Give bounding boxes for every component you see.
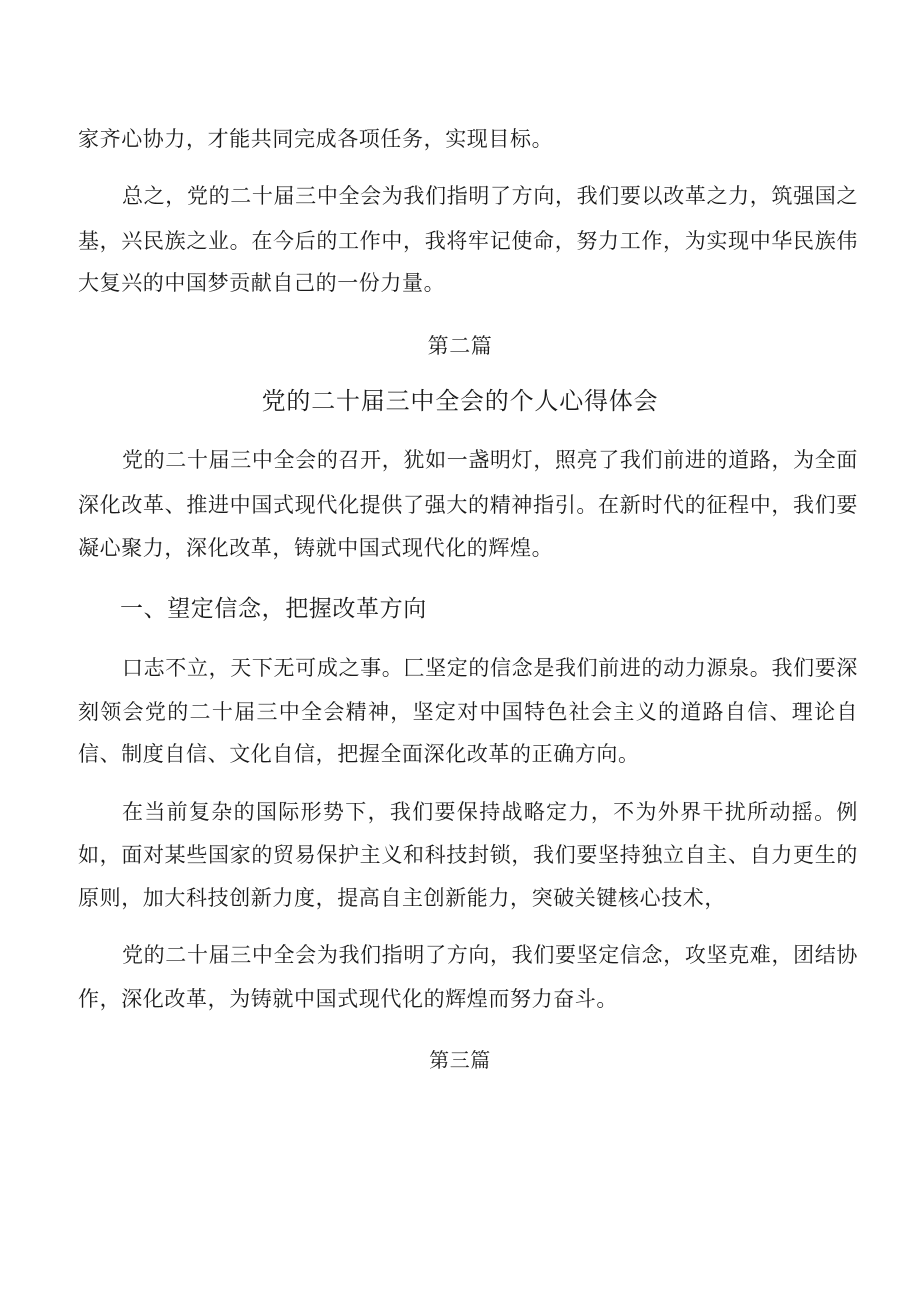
section-label: 第三篇 bbox=[429, 1048, 491, 1072]
article-title: 党的二十届三中全会的个人心得体会 bbox=[261, 387, 659, 415]
paragraph-line: 信、制度自信、文化自信，把握全面深化改革的正确方向。 bbox=[78, 742, 640, 766]
paragraph-line: 原则，加大科技创新力度，提高自主创新能力，突破关键核心技术， bbox=[78, 886, 726, 910]
paragraph-line: 家齐心协力，才能共同完成各项任务，实现目标。 bbox=[78, 127, 554, 151]
paragraph-line: 在当前复杂的国际形势下，我们要保持战略定力，不为外界干扰所动摇。例 bbox=[122, 800, 858, 824]
paragraph-line: 刻领会党的二十届三中全会精神，坚定对中国特色社会主义的道路自信、理论自 bbox=[78, 700, 858, 724]
paragraph-line: 大复兴的中国梦贡献自己的一份力量。 bbox=[78, 271, 446, 295]
paragraph-line: 深化改革、推进中国式现代化提供了强大的精神指引。在新时代的征程中，我们要 bbox=[78, 493, 858, 517]
paragraph-line: 党的二十届三中全会的召开，犹如一盏明灯，照亮了我们前进的道路，为全面 bbox=[122, 448, 858, 472]
paragraph-line: 总之，党的二十届三中全会为我们指明了方向，我们要以改革之力，筑强国之 bbox=[122, 184, 858, 208]
paragraph-line: 党的二十届三中全会为我们指明了方向，我们要坚定信念，攻坚克难，团结协 bbox=[122, 943, 858, 967]
paragraph-line: 作，深化改革，为铸就中国式现代化的辉煌而努力奋斗。 bbox=[78, 987, 618, 1011]
paragraph-line: 凝心聚力，深化改革，铸就中国式现代化的辉煌。 bbox=[78, 536, 554, 560]
paragraph-line: 基，兴民族之业。在今后的工作中，我将牢记使命，努力工作，为实现中华民族伟 bbox=[78, 229, 858, 253]
paragraph-line: 如，面对某些国家的贸易保护主义和科技封锁，我们要坚持独立自主、自力更生的 bbox=[78, 843, 858, 867]
section-heading: 一、望定信念，把握改革方向 bbox=[120, 596, 427, 622]
section-label: 第二篇 bbox=[427, 334, 493, 358]
paragraph-line: 口志不立，天下无可成之事。匚坚定的信念是我们前进的动力源泉。我们要深 bbox=[122, 656, 858, 680]
